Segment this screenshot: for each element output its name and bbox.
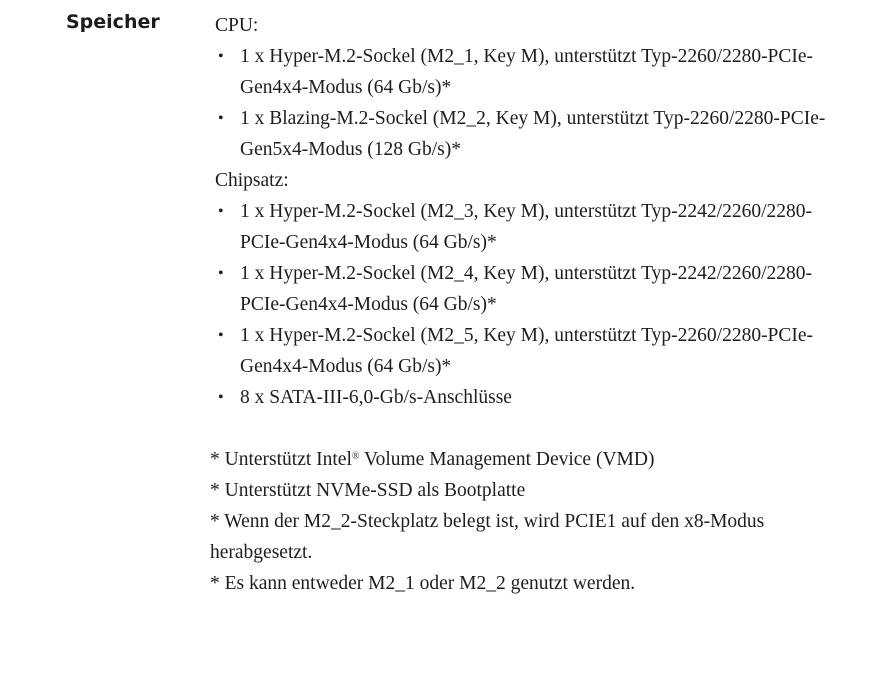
footnote-text: Volume Management Device (VMD): [359, 449, 655, 470]
list-item: [210, 196, 850, 258]
footnote-vmd: [210, 444, 850, 475]
list-item-text: 1 x Hyper-M.2-Sockel (M2_4, Key M), unterstützt Typ-2242/2260/2280-PCIe-Gen4x4-Modus (64 Gb/s)*: [240, 263, 812, 315]
list-item: [210, 382, 850, 413]
footnote-nvme-boot: * Unterstützt NVMe-SSD als Bootplatte: [210, 480, 526, 501]
list-item: [210, 258, 850, 320]
cpu-list: [210, 41, 850, 165]
list-item-text: 1 x Hyper-M.2-Sockel (M2_5, Key M), unterstützt Typ-2260/2280-PCIe-Gen4x4-Modus (64 Gb/s)*: [240, 325, 814, 377]
bullet-icon: •: [218, 203, 224, 220]
list-item-text: 1 x Hyper-M.2-Sockel (M2_3, Key M), unterstützt Typ-2242/2260/2280-PCIe-Gen4x4-Modus (64 Gb/s)*: [240, 201, 812, 253]
list-item-text: 1 x Blazing-M.2-Sockel (M2_2, Key M), unterstützt Typ-2260/2280-PCIe-Gen5x4-Modus (128 Gb/s)*: [240, 108, 826, 160]
bullet-icon: •: [218, 327, 224, 344]
bullet-icon: •: [218, 48, 224, 65]
bullet-icon: •: [218, 389, 224, 406]
list-item: [210, 41, 850, 103]
footnote-pcie1-x8: * Wenn der M2_2-Steckplatz belegt ist, wird PCIE1 auf den x8-Modus herabgesetzt.: [210, 511, 765, 563]
section-label-speicher: Speicher: [66, 11, 160, 33]
chipset-list: [210, 196, 850, 413]
list-item: [210, 320, 850, 382]
registered-mark: ®: [351, 451, 360, 462]
footnotes: [210, 444, 850, 599]
list-item-text: 1 x Hyper-M.2-Sockel (M2_1, Key M), unterstützt Typ-2260/2280-PCIe-Gen4x4-Modus (64 Gb/s)*: [240, 46, 814, 98]
bullet-icon: •: [218, 265, 224, 282]
list-item: [210, 103, 850, 165]
spec-content: [210, 10, 850, 599]
list-item-text: 8 x SATA-III-6,0-Gb/s-Anschlüsse: [240, 387, 512, 408]
chipset-heading: Chipsatz:: [215, 170, 289, 191]
footnote-text: * Unterstützt Intel: [210, 449, 352, 470]
footnote-m2-sharing: * Es kann entweder M2_1 oder M2_2 genutzt werden.: [210, 573, 636, 594]
cpu-heading: CPU:: [215, 15, 259, 36]
bullet-icon: •: [218, 110, 224, 127]
